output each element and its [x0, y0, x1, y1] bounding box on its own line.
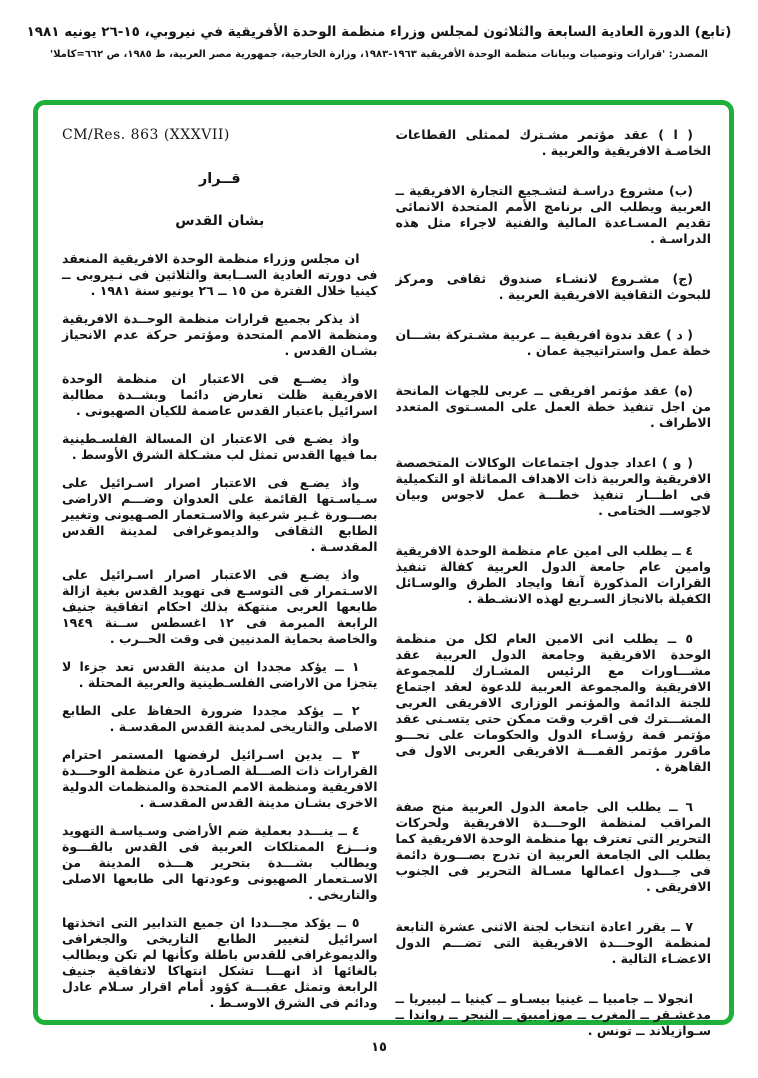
resolution-subtitle: بشان القدس	[175, 213, 265, 229]
paragraph-operative-3: ٣ ــ يدين اسـرائيل لرفضها المستمر احترام القرارات ذات الصـــلة الصـادرة عن منظمة الوحـــدة الافريقية ومنظمة الامم المتحدة والمنظمات الدولية الاخرى بشـان مدينة القدس المقدسـة .	[61, 747, 378, 810]
resolution-title: قــرار	[198, 171, 241, 187]
paragraph-operative-5: ٥ ــ يطلب انى الامين العام لكل من منظمة الوحدة الافريقية وجامعة الدول العربية عقد مشـــاورات مع الرئيس المشـارك للمجموعة الافريقية والمجموعة العربية للدعوة لعقد اجتماع للجنة الدائمة والمؤتمر الوزارى الافريقى العربى المشـــترك فى اقرب وقت ممكن حتى يتسـنى عقد مؤتمر قمة رؤسـاء الدول والحكومات على نحـــو ماقرر مؤتمر القمـــة الافريقى العربى الاول فى القاهرة .	[395, 631, 711, 774]
paragraph-item-e: (ه) عقد مؤتمر افريقى ــ عربى للجهات المانحة من اجل تنفيذ خطة العمل على المسـتوى المتعدد الاطراف .	[395, 383, 711, 430]
session-title: (تابع) الدورة العادية السابعة والثلاثون لمجلس وزراء منظمة الوحدة الأفريقية في نيروبي، ١٥-٢٦ يونيه ١٩٨١	[26, 24, 732, 40]
source-citation: المصدر: 'قرارات وتوصيات وبيانات منظمة الوحدة الأفريقية ١٩٦٣-١٩٨٣، وزارة الخارجية، جمهورية مصر العربية، ط ١٩٨٥، ص ٦٦٢=كاملا'	[50, 49, 708, 60]
paragraph-operative-2: ٢ ــ يؤكد مجددا ضرورة الحفاظ على الطابع الاصلى والتاريخى لمدينة القدس المقدسـة .	[62, 703, 378, 734]
paragraph-item-f: ( و ) اعداد جدول اجتماعات الوكالات المتخصصة الافريقية والعربية ذات الاهداف المماثلة او التكميلية فى اطـــار تنفيذ خطـــة عمل لاجوس وبيان لاجوســـ الختامى .	[395, 455, 711, 518]
paragraph-operative-7: ٧ ــ يقرر اعادة انتخاب لجنة الاثنى عشرة التابعة لمنظمة الوحـــدة الافريقية التى تضـــم الدول الاعضـاء التالية .	[395, 919, 711, 966]
page-footer	[0, 1040, 758, 1055]
paragraph-preamble-6: واذ يضـع فى الاعتبار اصرار اسـرائيل على الاسـتمرار فى التوسـع فى تهويد القدس بغية ازالة طابعها العربى منتهكة بذلك احكام اتفاقية جنيف الرابعة المبرمة فى ١٢ اغسطس ســنة ١٩٤٩ والخاصة بحماية المدنيين فى وقت الحــرب .	[62, 567, 378, 646]
paragraph-operative-4: ٤ ــ ينـــدد بعملية ضم الأراضى وسـياسـة التهويد ونـــزع الممتلكات العربية فى القدس بالقـــوة ويطالب بشـــدة بتحرير هـــذه المدينة من الاسـتعمار الصهيونى وعودتها الى طابعها الاصلى والتاريخى .	[62, 823, 378, 902]
right-column	[395, 127, 712, 1038]
document-border-frame	[33, 100, 734, 1038]
paragraph-preamble-2: اذ يذكر بجميع قرارات منظمة الوحــدة الافريقية ومنظمة الامم المتحدة ومؤتمر حركة عدم الانحياز بشـان القدس .	[62, 311, 378, 358]
paragraph-operative-1: ١ ــ يؤكد مجددا ان مدينة القدس تعد جزءا لا يتجزا من الاراضى الفلسـطينية والعربية المحتلة .	[62, 659, 378, 690]
paragraph-item-b: (ب) مشروع دراسـة لتشـجيع التجارة الافريقية ــ العربية ويطلب الى برنامج الأمم المتحدة الانمائى تقديم المسـاعدة المالية والفنية لاجراء مثل هذه الدراسـة .	[395, 183, 711, 246]
page-number: ١٥	[371, 1040, 387, 1055]
paragraph-operative-6: ٦ ــ يطلب الى جامعة الدول العربية منح صفة المراقب لمنظمة الوحـــدة الافريقية ولحركات التحرير التى تعترف بها منظمة الوحدة الافريقية كما يطلب الى الجامعة العربية ان تدرج بصـــورة دائمة فى جـــدول اعمالها مسـالة التحرير فى الجنوب الافريقى .	[395, 799, 711, 894]
page-header	[0, 24, 758, 60]
two-column-layout	[38, 105, 729, 1038]
paragraph-preamble-4: واذ يضـع فى الاعتبار ان المسالة الفلسـطينية بما فيها القدس تمثل لب مشـكلة الشرق الأوسط .	[62, 431, 378, 462]
paragraph-item-c: (ج) مشـروع لانشـاء صندوق ثقافى ومركز للبحوث الثقافية الافريقية العربية .	[395, 271, 711, 302]
paragraph-item-d: ( د ) عقد ندوة افريقية ــ عربية مشـتركة بشـــان خطة عمل واستراتيجية عمان .	[395, 327, 711, 358]
paragraph-member-states-list: انجولا ــ جامبيا ــ غينيا بيسـاو ــ كينيا ــ ليبيريا ــ مدغشـقر ــ المغرب ــ موزامبيق ــ النيجر ــ رواندا ــ سـوازيلاند ــ تونس .	[395, 991, 711, 1038]
paragraph-operative-5: ٥ ــ يؤكد مجـــددا ان جميع التدابير التى اتخذتها اسرائيل لتغيير الطابع التاريخى والجغرافى والديموغرافى للقدس باطلة وكأنها لم تكن ويطالب بالغائها اذ انهـــا تشكل انتهاكا لاتفاقية جنيف الرابعة وتمثل عقبـــة كؤود أمام اقرار سـلام عادل ودائم فى الشرق الاوسـط .	[62, 915, 378, 1010]
left-column	[61, 127, 378, 1010]
paragraph-preamble-1: ان مجلس وزراء منظمة الوحدة الافريقية المنعقد فى دورته العادية الســابعة والثلاثين فى نـيروبى ــ كينيا خلال الفترة من ١٥ ــ ٢٦ يونيو سنة ١٩٨١ .	[62, 251, 378, 298]
paragraph-operative-4: ٤ ــ يطلب الى امين عام منظمة الوحدة الافريقية وامين عام جامعة الدول العربية كفالة تنفيذ القرارات المذكورة آنفا وايجاد الطرق والوسـائل الكفيلة بالانجاز السـريع لهذه الانشـطة .	[395, 543, 711, 606]
paragraph-preamble-3: واذ يضــع فى الاعتبار ان منظمة الوحدة الافريقية ظلت تعارض دائما وبشــدة مطالبة اسرائيل باعتبار القدس عاصمة للكيان الصهيونى .	[62, 371, 378, 418]
resolution-reference: CM/Res. 863 (XXXVII)	[62, 127, 230, 143]
paragraph-item-a: ( ا ) عقد مؤتمر مشـترك لممثلى القطاعات الخاصـة الافريقية والعربية .	[395, 127, 711, 158]
paragraph-preamble-5: واذ يضـع فى الاعتبار اصرار اسـرائيل على سـياسـتها القائمة على العدوان وضـــم الاراضى بصـــورة غـير شرعية والاسـتعمار الصـهيونى وتغيير الطابع الثقافى والديموغرافى لمدينة القدس المقدسـة .	[62, 475, 378, 554]
